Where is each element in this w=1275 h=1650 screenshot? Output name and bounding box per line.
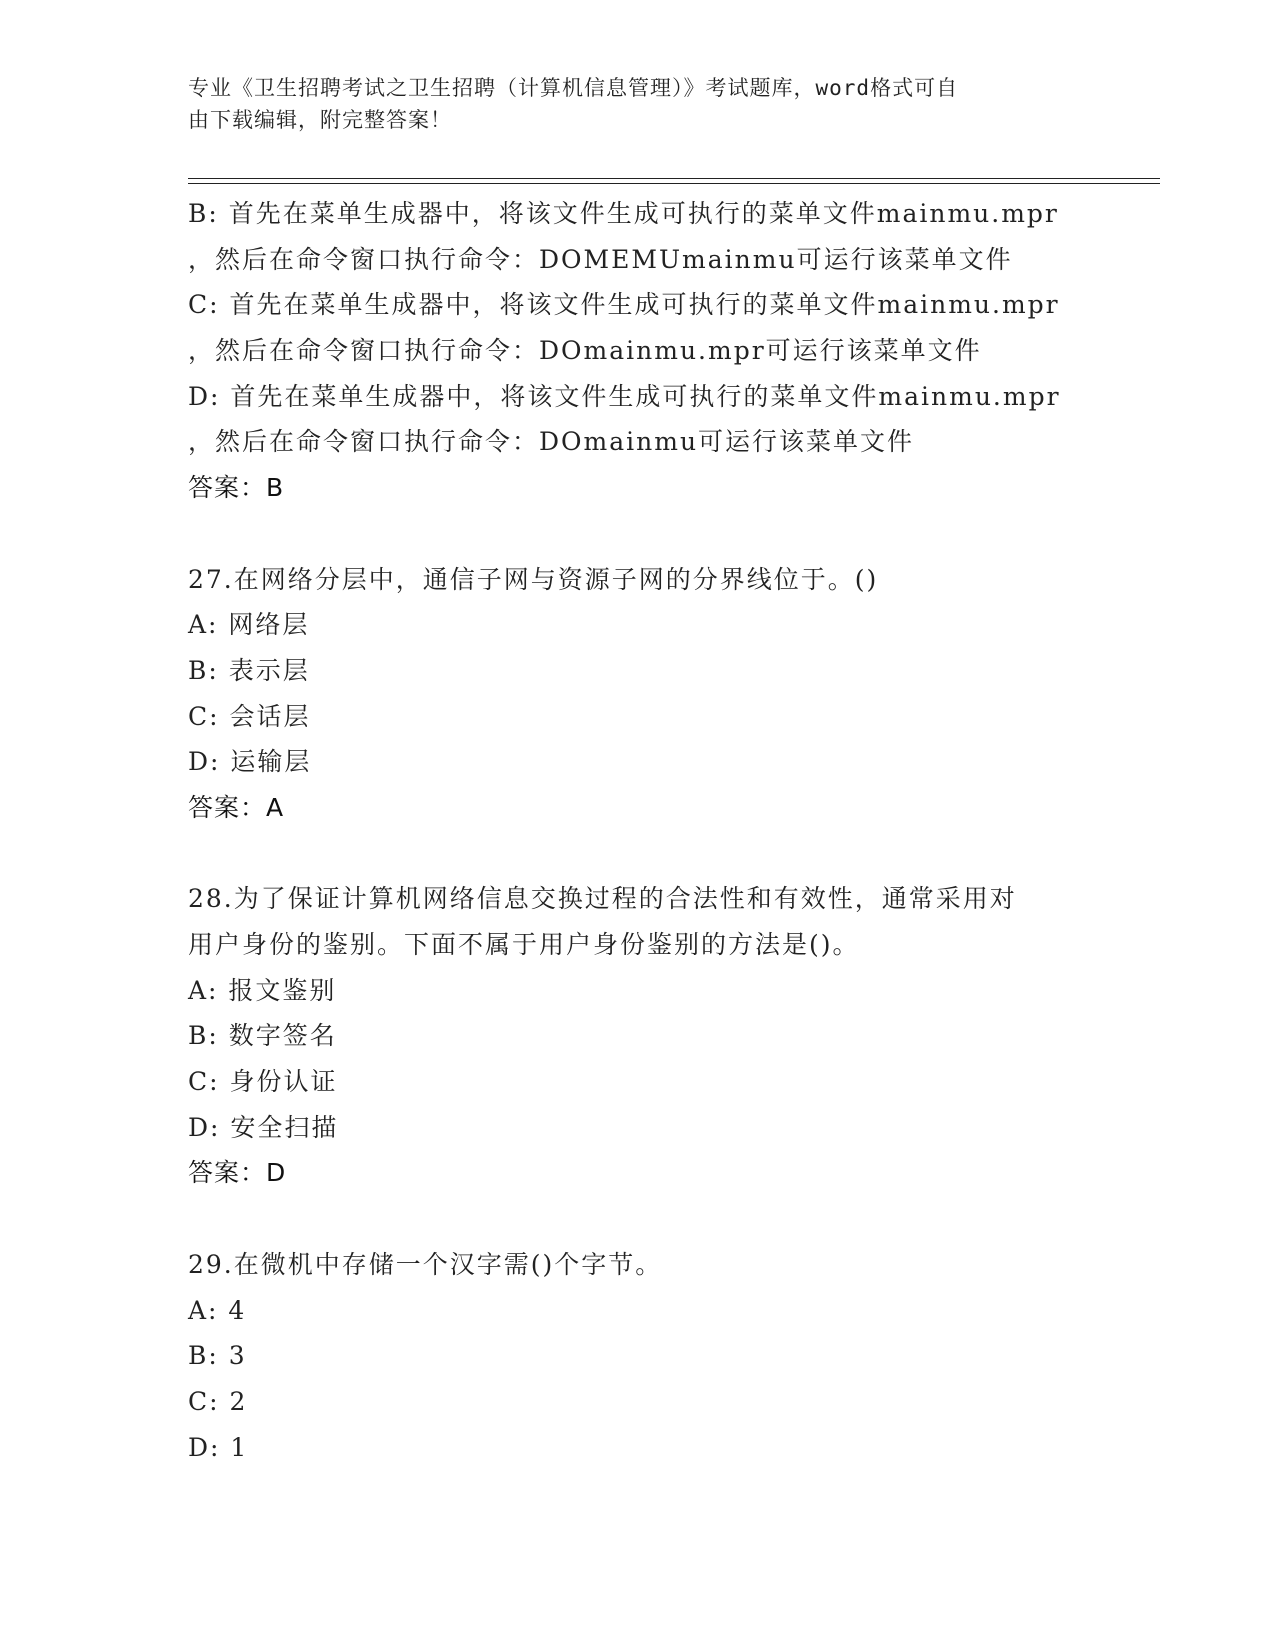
question-26-continued [188,191,1148,511]
option-b: B: 3 [188,1341,247,1371]
option-a: A: 网络层 [188,610,310,640]
document-body [188,191,1148,1470]
question-29 [188,1242,1148,1470]
header-divider-bottom [188,183,1160,184]
answer-line: 答案：A [188,792,285,822]
option-b: B: 数字签名 [188,1021,337,1051]
option-c: C: 身份认证 [188,1067,338,1097]
document-header [188,72,1088,136]
question-28 [188,876,1148,1196]
spacer [188,511,1148,557]
option-line: ，然后在命令窗口执行命令：DOmainmu.mpr可运行该菜单文件 [188,336,982,366]
option-d: D: 运输层 [188,747,312,777]
option-line: D: 首先在菜单生成器中，将该文件生成可执行的菜单文件mainmu.mpr [188,381,1061,411]
option-line: B: 首先在菜单生成器中，将该文件生成可执行的菜单文件mainmu.mpr [188,199,1059,228]
question-stem: 用户身份的鉴别。下面不属于用户身份鉴别的方法是()。 [188,930,860,959]
question-27 [188,557,1148,831]
option-d: D: 1 [188,1432,249,1462]
question-stem: 28.为了保证计算机网络信息交换过程的合法性和有效性，通常采用对 [188,884,1017,914]
option-line: C: 首先在菜单生成器中，将该文件生成可执行的菜单文件mainmu.mpr [188,290,1060,320]
option-c: C: 2 [188,1386,248,1416]
question-stem: 29.在微机中存储一个汉字需()个字节。 [188,1249,663,1279]
spacer [188,831,1148,877]
answer-line: 答案：D [188,1158,287,1188]
option-line: ，然后在命令窗口执行命令：DOMEMUmainmu可运行该菜单文件 [188,244,1013,274]
option-b: B: 表示层 [188,655,310,685]
option-line: ，然后在命令窗口执行命令：DOmainmu可运行该菜单文件 [188,427,915,457]
header-line-1: 专业《卫生招聘考试之卫生招聘（计算机信息管理）》考试题库，word格式可自 [188,76,959,100]
option-a: A: 4 [188,1295,247,1325]
answer-line: 答案：B [188,473,285,503]
header-divider-top [188,178,1160,179]
header-line-2: 由下载编辑，附完整答案！ [188,108,452,132]
option-d: D: 安全扫描 [188,1112,339,1142]
option-a: A: 报文鉴别 [188,975,337,1005]
question-stem: 27.在网络分层中，通信子网与资源子网的分界线位于。() [188,564,879,594]
spacer [188,1196,1148,1242]
option-c: C: 会话层 [188,701,311,731]
